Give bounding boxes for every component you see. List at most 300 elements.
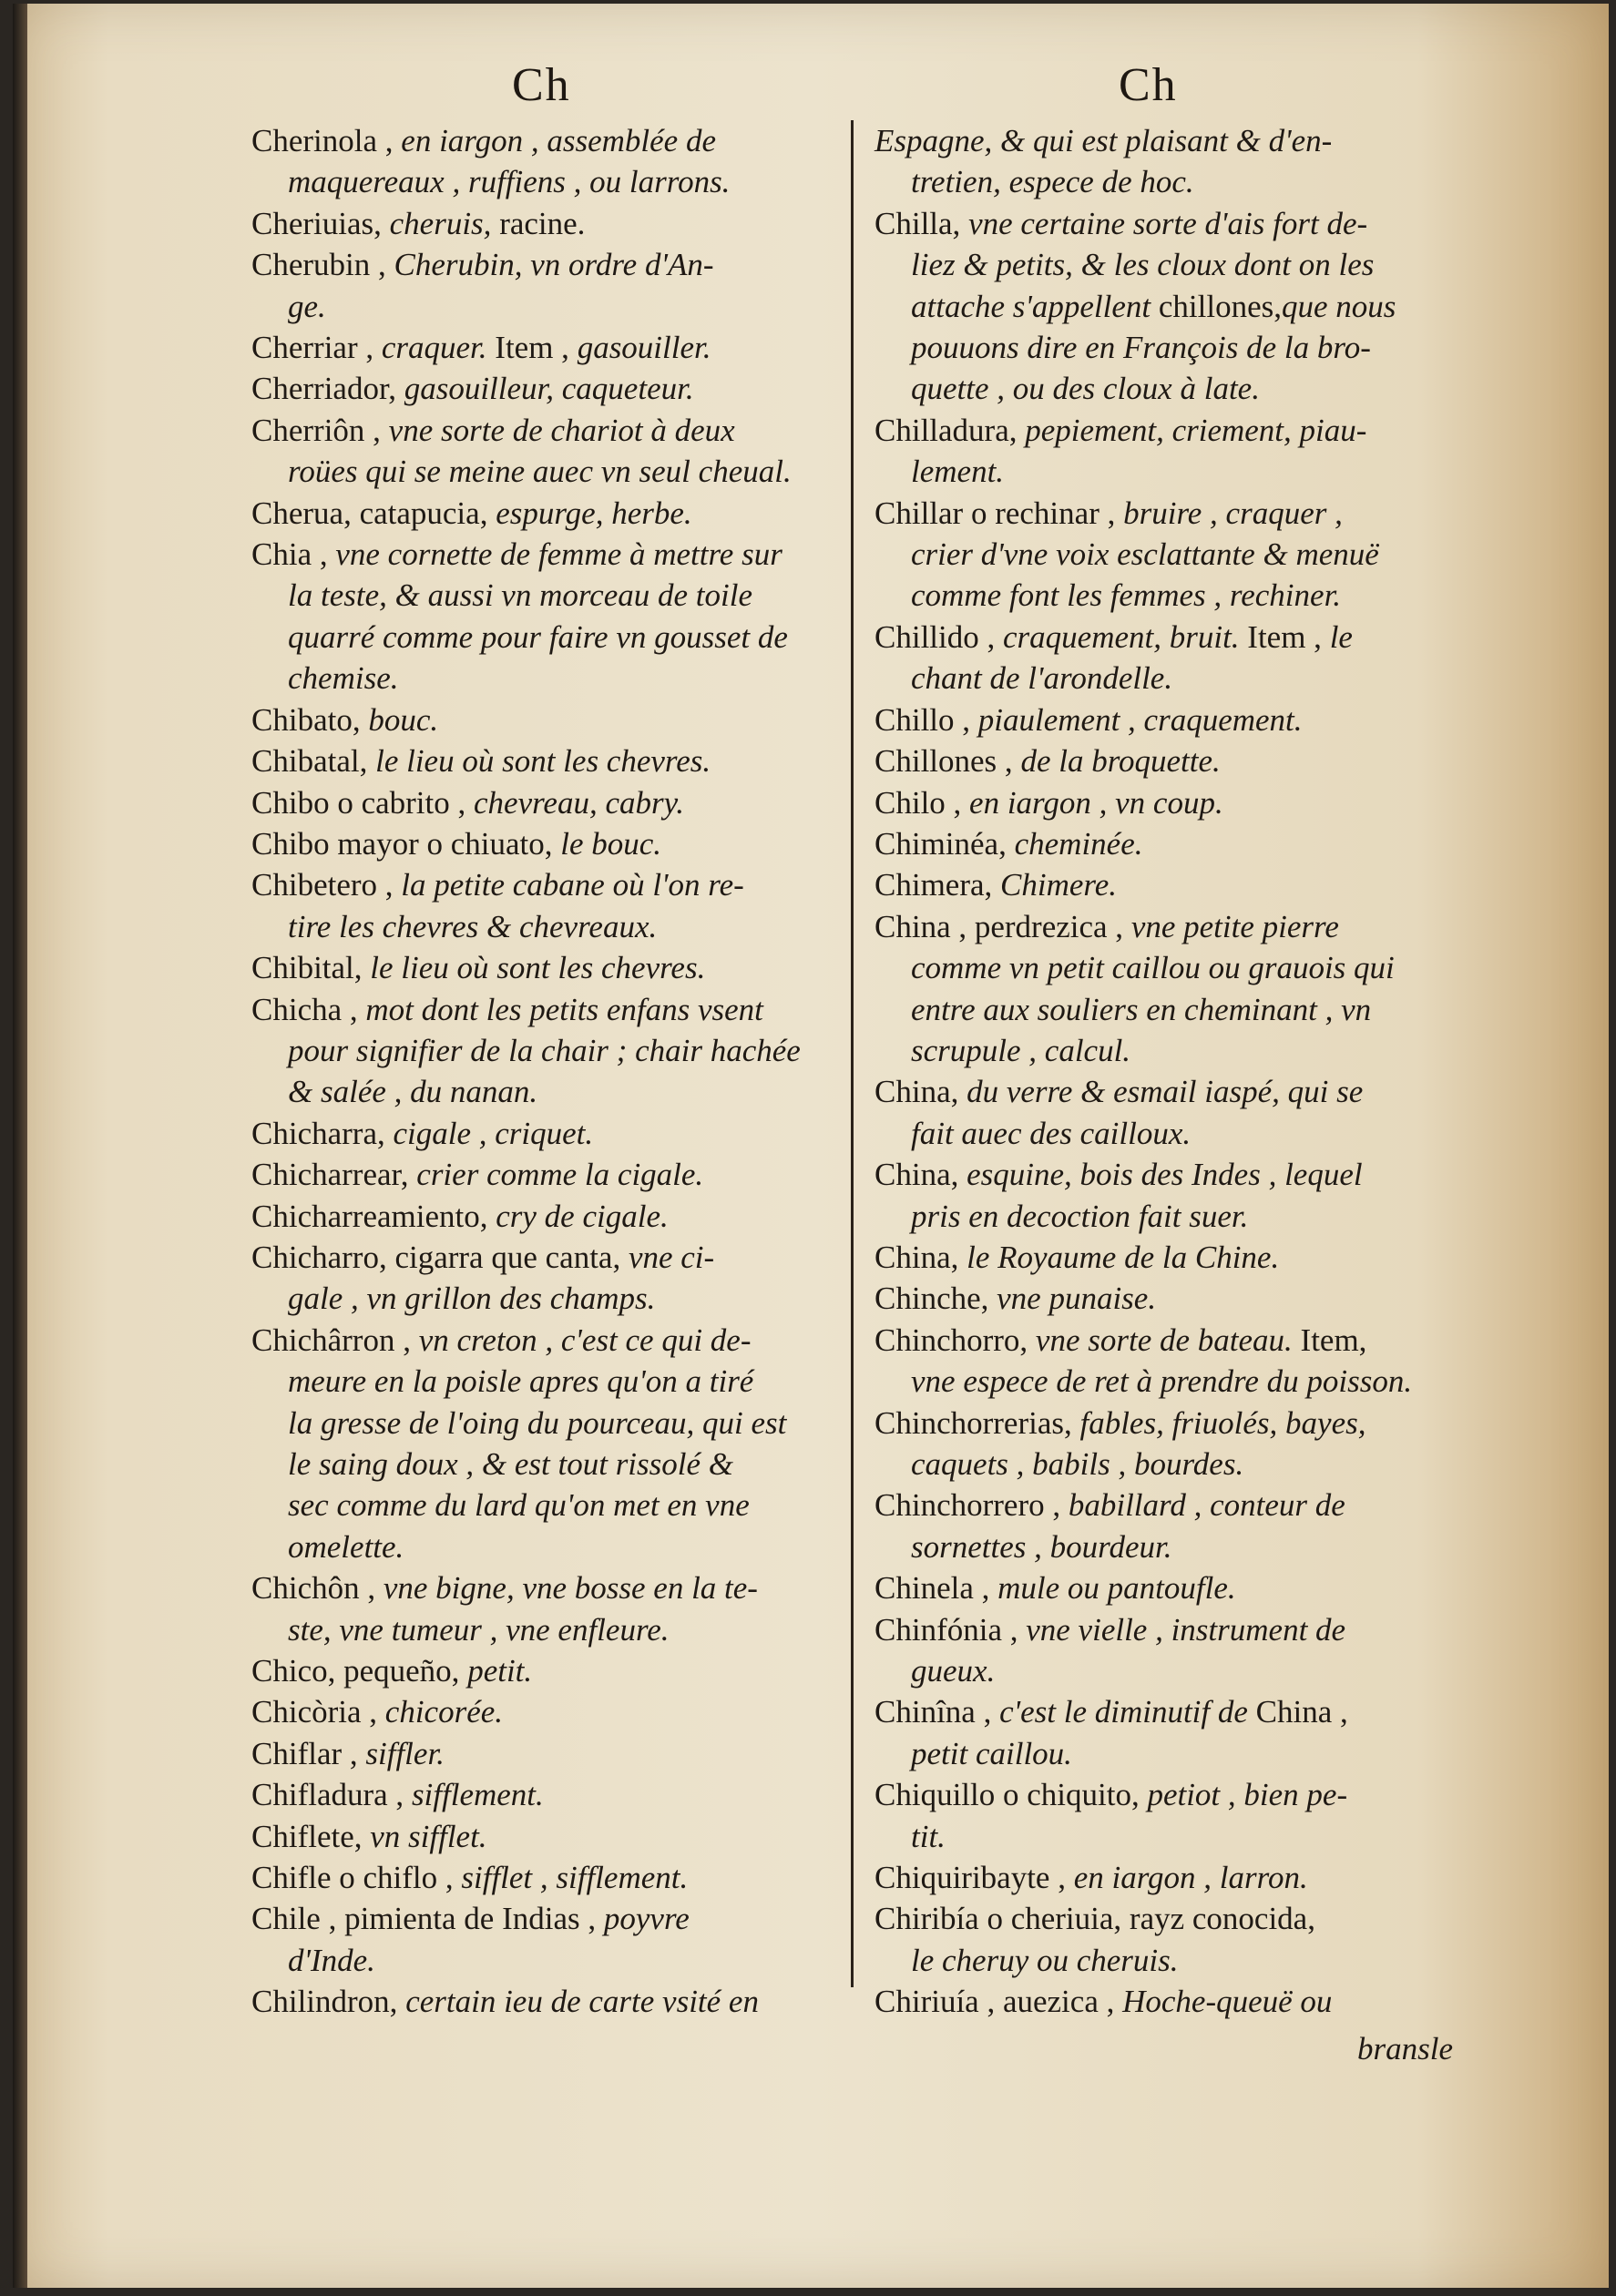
definition-text: tire les chevres & chevreaux. — [288, 908, 658, 944]
headword-text: Cherubin , — [251, 247, 394, 283]
entry-first-line — [874, 699, 1490, 740]
entry-first-line — [251, 1196, 842, 1237]
headword-text: Cherua, catapucia, — [251, 495, 496, 531]
running-head-left: Ch — [512, 59, 571, 111]
definition-text: espurge, herbe. — [496, 495, 692, 531]
entry-first-line — [251, 327, 842, 368]
entry-continuation-line — [251, 1030, 842, 1071]
definition-text: quarré comme pour faire vn gousset de — [288, 618, 788, 655]
definition-text: Hoche-queuë ou — [1122, 1984, 1333, 2020]
dictionary-entry — [874, 699, 1490, 740]
entry-first-line — [874, 493, 1490, 534]
definition-text: vne punaise. — [997, 1281, 1157, 1317]
definition-text: crier d'vne voix esclattante & menuë — [911, 536, 1379, 573]
entry-first-line — [874, 1154, 1490, 1195]
headword-text: Cherriôn , — [251, 412, 389, 448]
entry-first-line — [251, 203, 842, 244]
definition-text: sec comme du lard qu'on met en vne — [288, 1487, 750, 1524]
entry-continuation-line — [874, 1030, 1490, 1071]
definition-text: gasouiller. — [577, 330, 711, 366]
definition-text: babillard , conteur de — [1068, 1487, 1345, 1524]
headword-text: Chiquiribayte , — [874, 1860, 1074, 1896]
entry-first-line — [251, 1898, 842, 1939]
dictionary-entry — [251, 1981, 842, 2022]
entry-first-line — [874, 1320, 1490, 1361]
definition-text: petit caillou. — [911, 1735, 1072, 1771]
headword-text: Chiminéa, — [874, 825, 1015, 862]
headword-text: Chinfónia , — [874, 1611, 1027, 1648]
definition-text: certain ieu de carte vsité en — [405, 1984, 759, 2020]
headword-text: Chibital, — [251, 950, 371, 986]
dictionary-entry — [251, 1154, 842, 1195]
definition-text: esquine, bois des Indes , lequel — [967, 1157, 1363, 1193]
entry-first-line — [251, 947, 842, 988]
entry-first-line — [251, 1237, 842, 1278]
dictionary-entry — [251, 947, 842, 988]
headword-text: Chinchorrero , — [874, 1487, 1069, 1524]
dictionary-entry — [251, 1320, 842, 1567]
definition-text: sifflement. — [411, 1777, 544, 1813]
headword-text: Chichârron , — [251, 1321, 419, 1358]
running-head-right: Ch — [1119, 59, 1178, 111]
column-divider — [851, 120, 854, 1987]
definition-text: gale , vn grillon des champs. — [288, 1281, 656, 1317]
dictionary-entry — [251, 410, 842, 493]
definition-text: le cheruy ou cheruis. — [911, 1942, 1179, 1978]
entry-continuation-line — [874, 368, 1490, 409]
dictionary-entry — [874, 740, 1490, 781]
headword-text: Cherriador, — [251, 371, 404, 407]
headword-text: Chiflete, — [251, 1818, 371, 1854]
entry-first-line — [874, 864, 1490, 905]
dictionary-entry — [874, 1691, 1490, 1774]
headword-text: Chinîna , — [874, 1694, 1000, 1730]
right-column — [874, 120, 1490, 2023]
headword-text: Chiquillo o chiquito, — [874, 1777, 1148, 1813]
definition-text: le — [1329, 618, 1353, 655]
entry-first-line — [251, 1650, 842, 1691]
entry-continuation-line — [874, 1196, 1490, 1237]
definition-text: pris en decoction fait suer. — [911, 1198, 1249, 1234]
entry-first-line — [251, 823, 842, 864]
dictionary-entry — [251, 1237, 842, 1320]
headword-text: Chibo o cabrito , — [251, 784, 474, 821]
entry-continuation-line — [251, 1526, 842, 1567]
entry-continuation-line — [874, 1940, 1490, 1981]
definition-text: la petite cabane où l'on re- — [401, 867, 744, 903]
headword-text: Cherinola , — [251, 123, 402, 158]
entry-first-line — [251, 1691, 842, 1732]
definition-text: d'Inde. — [288, 1942, 375, 1978]
dictionary-entry — [874, 1071, 1490, 1154]
entry-first-line — [251, 740, 842, 781]
definition-text: petiot , bien pe- — [1147, 1777, 1348, 1813]
dictionary-entry — [251, 203, 842, 244]
entry-first-line — [874, 203, 1490, 244]
entry-first-line — [874, 120, 1490, 161]
entry-first-line — [251, 1567, 842, 1608]
entry-first-line — [251, 1857, 842, 1898]
entry-continuation-line — [251, 658, 842, 699]
dictionary-entry — [874, 1981, 1490, 2022]
entry-first-line — [874, 823, 1490, 864]
dictionary-entry — [874, 1320, 1490, 1403]
definition-text: mule ou pantoufle. — [997, 1570, 1236, 1607]
headword-text: Chicha , — [251, 991, 366, 1027]
definition-text: siffler. — [365, 1735, 445, 1771]
dictionary-entry — [251, 120, 842, 203]
entry-continuation-line — [874, 244, 1490, 285]
entry-continuation-line — [251, 575, 842, 616]
definition-text: crier comme la cigale. — [416, 1157, 704, 1193]
dictionary-entry — [874, 782, 1490, 823]
definition-text: la teste, & aussi vn morceau de toile — [288, 577, 752, 614]
definition-text: c'est le diminutif de — [999, 1694, 1256, 1730]
entry-continuation-line — [874, 947, 1490, 988]
entry-first-line — [874, 1485, 1490, 1526]
entry-continuation-line — [874, 451, 1490, 492]
dictionary-entry — [251, 1816, 842, 1857]
dictionary-entry — [874, 203, 1490, 410]
headword-text: Chillido , — [874, 618, 1003, 655]
entry-first-line — [251, 120, 842, 161]
dictionary-entry — [874, 410, 1490, 493]
catchword: bransle — [1357, 2031, 1453, 2066]
definition-text: roües qui se meine auec vn seul cheual. — [288, 454, 792, 490]
headword-text: China , — [1255, 1694, 1348, 1730]
definition-text: vn creton , c'est ce qui de- — [418, 1321, 752, 1358]
definition-text: Cherubin, vn ordre d'An- — [394, 247, 714, 283]
definition-text: & salée , du nanan. — [288, 1074, 538, 1110]
definition-text: poyvre — [603, 1901, 690, 1937]
definition-text: vne espece de ret à prendre du poisson. — [911, 1363, 1413, 1400]
entry-continuation-line — [251, 1940, 842, 1981]
entry-first-line — [874, 1567, 1490, 1608]
headword-text: Chilla, — [874, 205, 969, 241]
headword-text: Chifle o chiflo , — [251, 1860, 462, 1896]
entry-continuation-line — [251, 906, 842, 947]
definition-text: quette , ou des cloux à late. — [911, 371, 1260, 407]
definition-text: chant de l'arondelle. — [911, 660, 1173, 697]
entry-first-line — [251, 1113, 842, 1154]
definition-text: caquets , babils , bourdes. — [911, 1446, 1244, 1482]
definition-text: vne sorte de chariot à deux — [388, 412, 735, 448]
dictionary-entry — [874, 120, 1490, 203]
definition-text: gasouilleur, caqueteur. — [404, 371, 694, 407]
definition-text: le lieu où sont les chevres. — [375, 743, 711, 780]
dictionary-entry — [251, 534, 842, 699]
entry-first-line — [251, 368, 842, 409]
headword-text: Chibatal, — [251, 743, 376, 780]
dictionary-entry — [251, 327, 842, 368]
headword-text: Chia , — [251, 536, 336, 573]
dictionary-entry — [874, 906, 1490, 1072]
definition-text: vne ci- — [628, 1239, 715, 1275]
entry-continuation-line — [251, 161, 842, 202]
dictionary-entry — [251, 823, 842, 864]
dictionary-entry — [251, 782, 842, 823]
entry-first-line — [251, 1774, 842, 1815]
entry-first-line — [251, 1320, 842, 1361]
definition-text: chicorée. — [384, 1694, 504, 1730]
headword-text: racine. — [499, 205, 586, 241]
definition-text: comme font les femmes , rechiner. — [911, 577, 1342, 614]
entry-continuation-line — [874, 1526, 1490, 1567]
headword-text: Chilladura, — [874, 412, 1026, 448]
definition-text: ste, vne tumeur , vne enfleure. — [288, 1611, 670, 1648]
definition-text: de la broquette. — [1020, 743, 1221, 780]
headword-text: Chibetero , — [251, 867, 402, 903]
definition-text: attache s'appellent — [911, 288, 1159, 324]
headword-text: Chinela , — [874, 1570, 998, 1607]
headword-text: Item , — [495, 330, 578, 366]
headword-text: Chicòria , — [251, 1694, 385, 1730]
definition-text: piaulement , craquement. — [977, 701, 1303, 738]
entry-first-line — [251, 989, 842, 1030]
headword-text: Chiflar , — [251, 1735, 366, 1771]
headword-text: Item , — [1247, 618, 1330, 655]
dictionary-entry — [251, 244, 842, 327]
definition-text: vne vielle , instrument de — [1026, 1611, 1346, 1648]
headword-text: Chillo , — [874, 701, 978, 738]
definition-text: meure en la poisle apres qu'on a tiré — [288, 1363, 754, 1400]
definition-text: petit. — [467, 1653, 533, 1689]
dictionary-entry — [874, 617, 1490, 699]
definition-text: pour signifier de la chair ; chair hachée — [288, 1032, 801, 1068]
definition-text: vne cornette de femme à mettre sur — [335, 536, 782, 573]
entry-continuation-line — [251, 617, 842, 658]
dictionary-entry — [251, 1113, 842, 1154]
headword-text: Item, — [1300, 1321, 1367, 1358]
dictionary-entry — [874, 1237, 1490, 1278]
definition-text: le bouc. — [560, 825, 662, 862]
entry-continuation-line — [874, 1816, 1490, 1857]
headword-text: China , perdrezica , — [874, 908, 1131, 944]
headword-text: Chichôn , — [251, 1570, 384, 1607]
entry-continuation-line — [251, 1609, 842, 1650]
definition-text: comme vn petit caillou ou grauois qui — [911, 950, 1395, 986]
dictionary-entry — [874, 1278, 1490, 1319]
definition-text: chemise. — [288, 660, 399, 697]
headword-text: Chinche, — [874, 1281, 997, 1317]
definition-text: que nous — [1282, 288, 1396, 324]
entry-first-line — [874, 1774, 1490, 1815]
dictionary-entry — [874, 1485, 1490, 1567]
headword-text: China, — [874, 1157, 967, 1193]
definition-text: en iargon , vn coup. — [969, 784, 1223, 821]
dictionary-entry — [251, 1898, 842, 1981]
definition-text: lement. — [911, 454, 1005, 490]
headword-text: Chiribía o cheriuia, rayz conocida, — [874, 1901, 1315, 1937]
definition-text: la gresse de l'oing du pourceau, qui est — [288, 1404, 787, 1441]
definition-text: fables, friuolés, bayes, — [1079, 1404, 1366, 1441]
definition-text: cheminée. — [1014, 825, 1143, 862]
entry-continuation-line — [251, 1278, 842, 1319]
entry-first-line — [251, 244, 842, 285]
entry-first-line — [251, 534, 842, 575]
headword-text: Chicharreamiento, — [251, 1198, 496, 1234]
entry-first-line — [874, 740, 1490, 781]
definition-text: sornettes , bourdeur. — [911, 1528, 1172, 1565]
headword-text: China, — [874, 1074, 967, 1110]
definition-text: le saing doux , & est tout rissolé & — [288, 1446, 734, 1482]
definition-text: maquereaux , ruffiens , ou larrons. — [288, 164, 731, 200]
dictionary-entry — [251, 1691, 842, 1732]
headword-text: Chillones , — [874, 743, 1021, 780]
entry-first-line — [874, 1278, 1490, 1319]
dictionary-entry — [251, 1567, 842, 1650]
definition-text: cheruis, — [389, 205, 500, 241]
definition-text: fait auec des cailloux. — [911, 1115, 1192, 1151]
dictionary-entry — [874, 1154, 1490, 1237]
definition-text: pepiement, criement, piau- — [1025, 412, 1367, 448]
entry-continuation-line — [251, 1485, 842, 1526]
entry-first-line — [874, 1857, 1490, 1898]
definition-text: en iargon , larron. — [1073, 1860, 1308, 1896]
entry-continuation-line — [874, 286, 1490, 327]
entry-continuation-line — [251, 451, 842, 492]
dictionary-entry — [251, 864, 842, 947]
definition-text: chevreau, cabry. — [474, 784, 684, 821]
entry-first-line — [251, 1154, 842, 1195]
entry-continuation-line — [874, 161, 1490, 202]
headword-text: Chimera, — [874, 867, 1001, 903]
definition-text: entre aux souliers en cheminant , vn — [911, 991, 1372, 1027]
definition-text: Chimere. — [1000, 867, 1118, 903]
dictionary-entry — [251, 989, 842, 1113]
definition-text: le lieu où sont les chevres. — [370, 950, 706, 986]
entry-first-line — [251, 1981, 842, 2022]
headword-text: Chico, pequeño, — [251, 1653, 468, 1689]
dictionary-entry — [874, 1403, 1490, 1485]
entry-first-line — [251, 782, 842, 823]
headword-text: Chilindron, — [251, 1984, 406, 2020]
definition-text: bruire , craquer , — [1123, 495, 1343, 531]
headword-text: Chile , pimienta de Indias , — [251, 1901, 604, 1937]
dictionary-entry — [251, 1857, 842, 1898]
definition-text: gueux. — [911, 1653, 996, 1689]
entry-continuation-line — [874, 1733, 1490, 1774]
definition-text: vne certaine sorte d'ais fort de- — [968, 205, 1368, 241]
definition-text: tit. — [911, 1818, 946, 1854]
entry-continuation-line — [874, 989, 1490, 1030]
entry-continuation-line — [251, 286, 842, 327]
definition-text: en iargon , assemblée de — [401, 123, 716, 158]
dictionary-entry — [874, 1774, 1490, 1857]
dictionary-entry — [251, 493, 842, 534]
headword-text: China, — [874, 1239, 967, 1275]
definition-text: ge. — [288, 288, 326, 324]
dictionary-entry — [874, 493, 1490, 617]
dictionary-entry — [874, 1898, 1490, 1981]
headword-text: Chibato, — [251, 701, 369, 738]
entry-first-line — [874, 410, 1490, 451]
headword-text: Chicharro, cigarra que canta, — [251, 1239, 629, 1275]
entry-continuation-line — [874, 534, 1490, 575]
definition-text: Espagne, & qui est plaisant & d'en- — [874, 123, 1333, 158]
entry-first-line — [874, 617, 1490, 658]
dictionary-entry — [874, 1609, 1490, 1692]
definition-text: craquer. — [381, 330, 496, 366]
entry-continuation-line — [874, 1650, 1490, 1691]
dictionary-entry — [251, 368, 842, 409]
headword-text: Chifladura , — [251, 1777, 412, 1813]
entry-first-line — [874, 1981, 1490, 2022]
entry-first-line — [874, 1237, 1490, 1278]
dictionary-entry — [251, 1650, 842, 1691]
entry-continuation-line — [874, 1444, 1490, 1485]
entry-first-line — [251, 864, 842, 905]
entry-first-line — [874, 906, 1490, 947]
definition-text: craquement, bruit. — [1003, 618, 1248, 655]
entry-continuation-line — [874, 575, 1490, 616]
definition-text: vne sorte de bateau. — [1035, 1321, 1301, 1358]
dictionary-entry — [251, 699, 842, 740]
definition-text: pouuons dire en François de la bro- — [911, 330, 1371, 366]
definition-text: le Royaume de la Chine. — [967, 1239, 1280, 1275]
dictionary-entry — [251, 1733, 842, 1774]
entry-first-line — [874, 1691, 1490, 1732]
entry-first-line — [251, 410, 842, 451]
definition-text: liez & petits, & les cloux dont on les — [911, 247, 1375, 283]
dictionary-entry — [251, 740, 842, 781]
entry-continuation-line — [874, 327, 1490, 368]
definition-text: bouc. — [368, 701, 439, 738]
definition-text: vn sifflet. — [370, 1818, 487, 1854]
entry-continuation-line — [251, 1444, 842, 1485]
dictionary-entry — [874, 864, 1490, 905]
headword-text: Cheriuias, — [251, 205, 390, 241]
entry-first-line — [874, 1403, 1490, 1444]
entry-first-line — [251, 493, 842, 534]
entry-continuation-line — [251, 1361, 842, 1402]
definition-text: vne bigne, vne bosse en la te- — [383, 1570, 758, 1607]
headword-text: Chicharrear, — [251, 1157, 417, 1193]
book-spine — [13, 4, 27, 2288]
definition-text: mot dont les petits enfans vsent — [365, 991, 763, 1027]
headword-text: Chinchorrerias, — [874, 1404, 1080, 1441]
entry-continuation-line — [874, 1361, 1490, 1402]
headword-text: Chicharra, — [251, 1115, 394, 1151]
entry-first-line — [251, 1816, 842, 1857]
left-column — [251, 120, 842, 2023]
entry-first-line — [251, 1733, 842, 1774]
book-page — [13, 4, 1609, 2288]
dictionary-entry — [251, 1196, 842, 1237]
headword-text: Chinchorro, — [874, 1321, 1036, 1358]
definition-text: cigale , criquet. — [393, 1115, 594, 1151]
headword-text: Chilo , — [874, 784, 970, 821]
entry-first-line — [874, 1609, 1490, 1650]
dictionary-entry — [874, 1567, 1490, 1608]
entry-continuation-line — [251, 1403, 842, 1444]
definition-text: du verre & esmail iaspé, qui se — [967, 1074, 1364, 1110]
definition-text: tretien, espece de hoc. — [911, 164, 1194, 200]
headword-text: Cherriar , — [251, 330, 382, 366]
dictionary-entry — [874, 823, 1490, 864]
headword-text: chillones, — [1158, 288, 1282, 324]
entry-continuation-line — [874, 1113, 1490, 1154]
entry-first-line — [874, 782, 1490, 823]
entry-continuation-line — [251, 1071, 842, 1112]
entry-first-line — [251, 699, 842, 740]
definition-text: vne petite pierre — [1130, 908, 1339, 944]
entry-continuation-line — [874, 658, 1490, 699]
headword-text: Chillar o rechinar , — [874, 495, 1124, 531]
definition-text: scrupule , calcul. — [911, 1032, 1131, 1068]
headword-text: Chiriuía , auezica , — [874, 1984, 1123, 2020]
entry-first-line — [874, 1898, 1490, 1939]
